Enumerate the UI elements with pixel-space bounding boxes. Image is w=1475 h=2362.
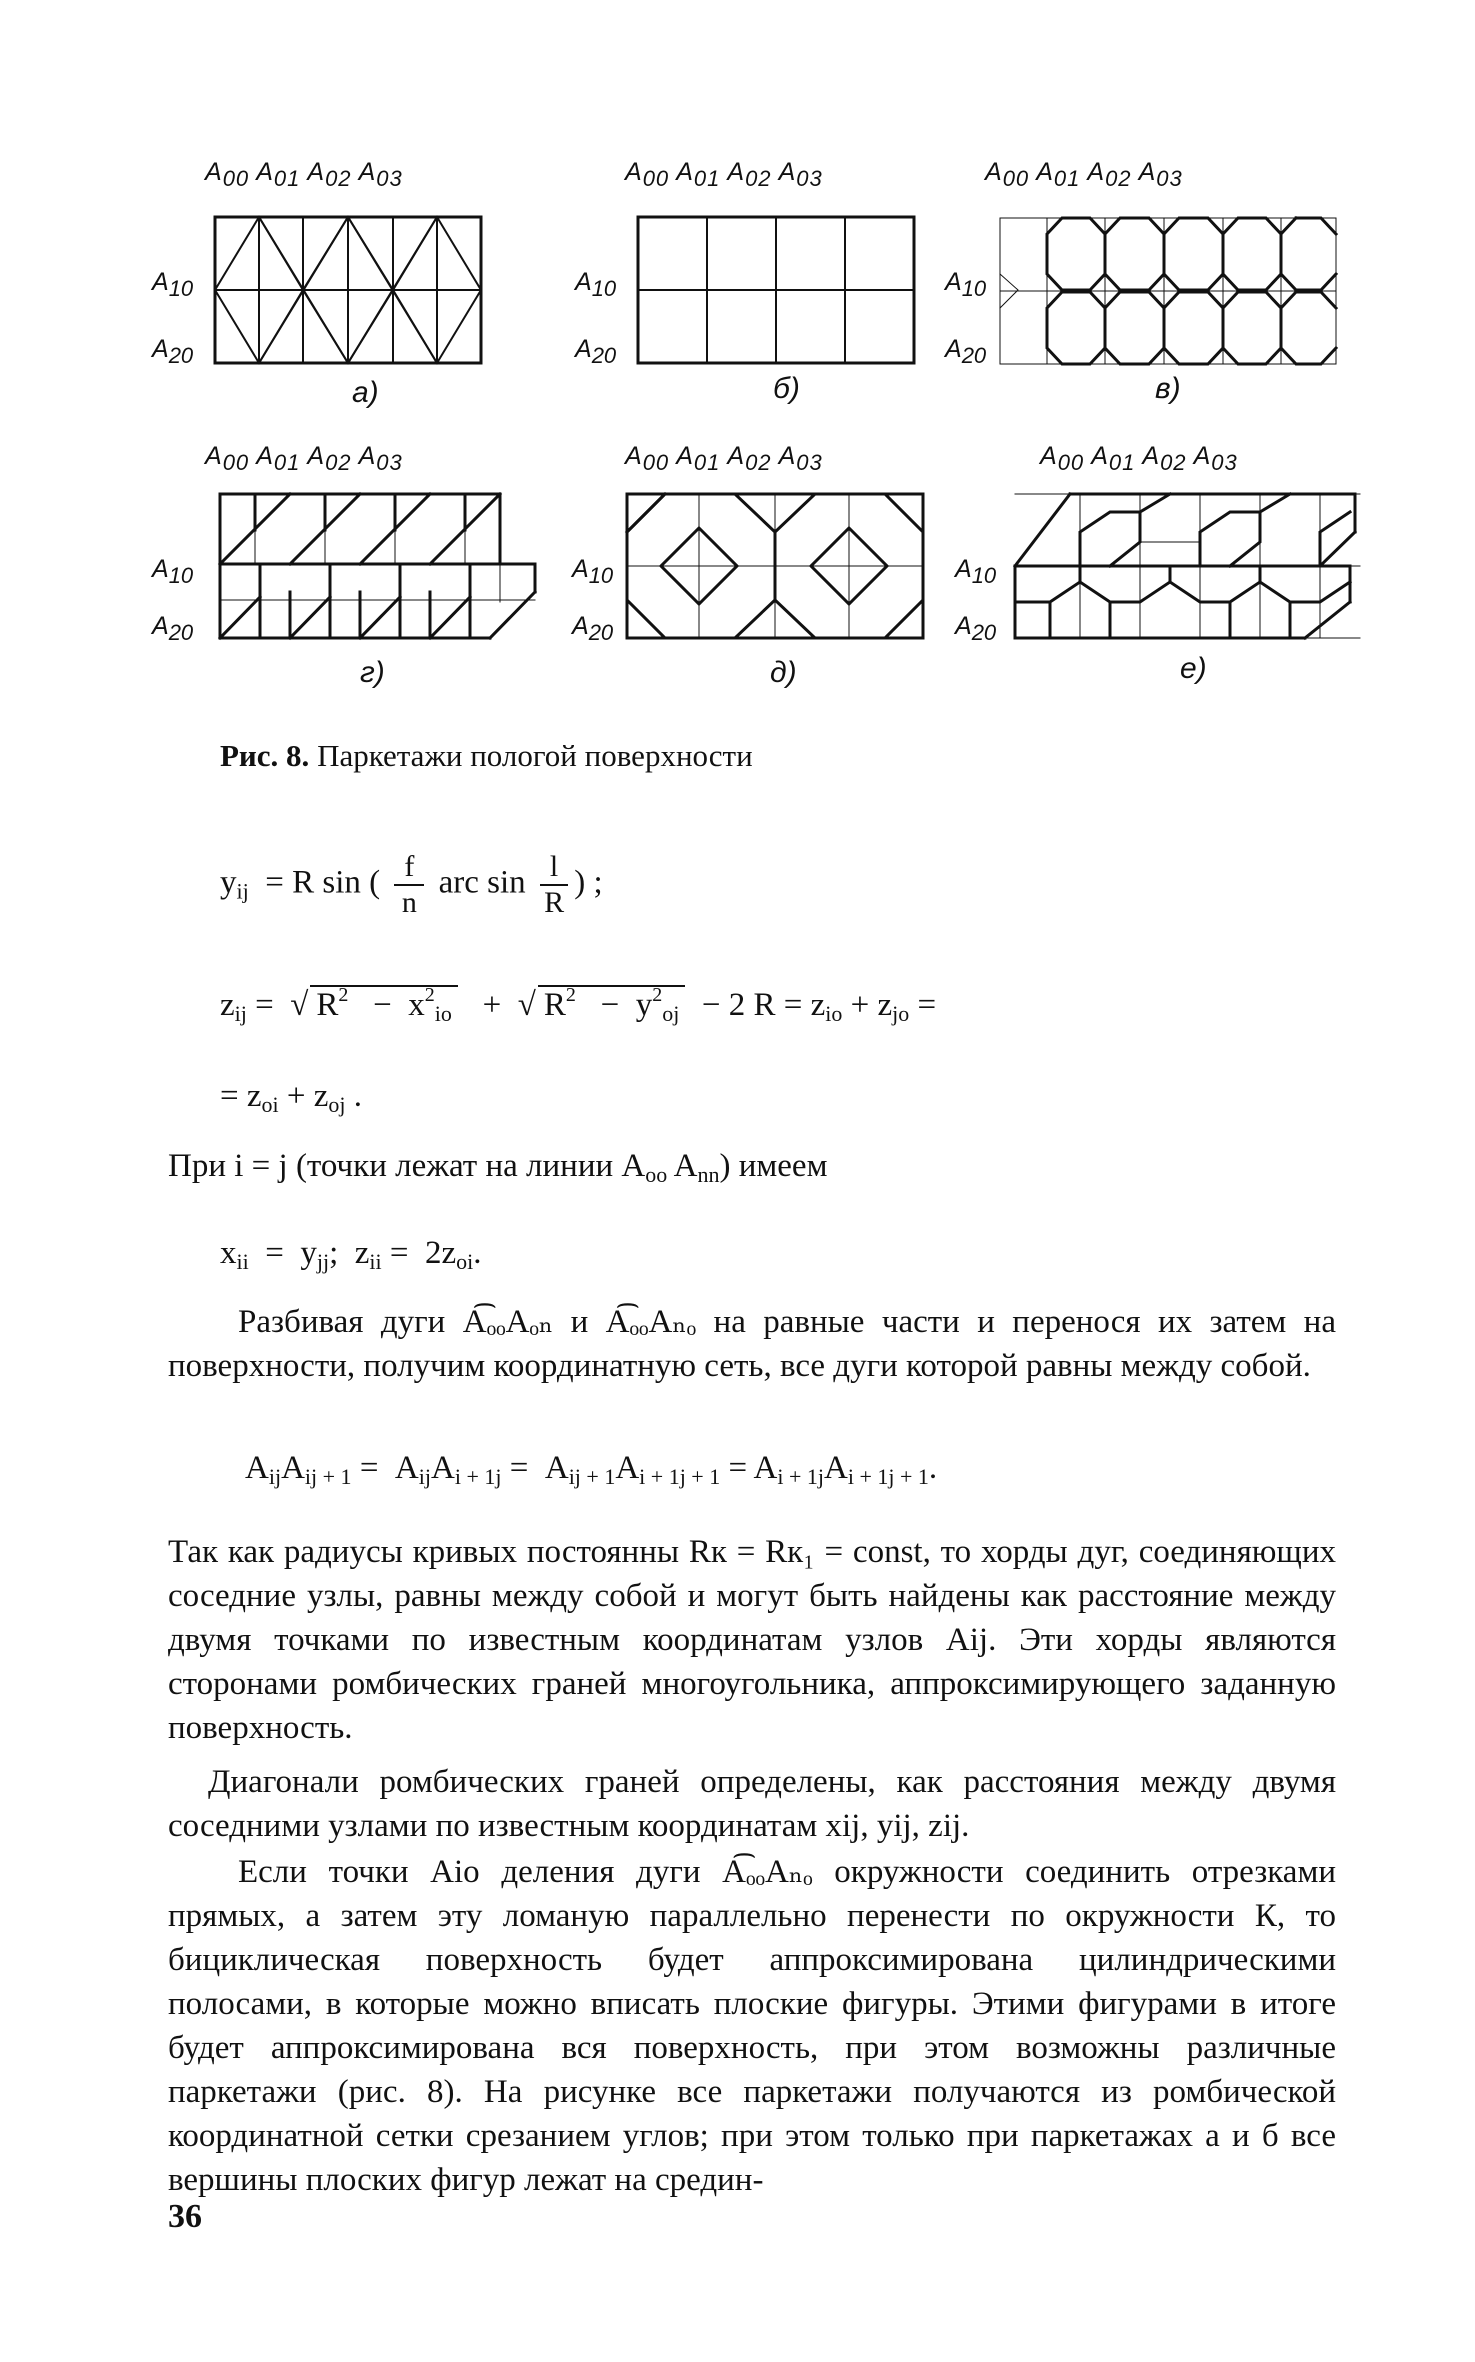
panel-a-drawing bbox=[213, 215, 483, 365]
panel-v-letter: в) bbox=[1155, 372, 1181, 405]
panel-e-row-label-1: $A_{10}$ bbox=[955, 555, 997, 588]
caption-text: Паркетажи пологой поверхности bbox=[317, 738, 753, 773]
panel-v-col-labels: $A_{00}$ $A_{01}$ $A_{02}$ $A_{03}$ bbox=[985, 158, 1183, 191]
figure-caption bbox=[220, 738, 753, 774]
panel-a-row-label-1: $A_{10}$ bbox=[152, 268, 194, 301]
panel-g-col-labels: $A_{00}$ $A_{01}$ $A_{02}$ $A_{03}$ bbox=[205, 442, 403, 475]
panel-b-drawing bbox=[636, 215, 916, 365]
panel-g-row-label-2: $A_{20}$ bbox=[152, 612, 194, 645]
panel-d-col-labels: $A_{00}$ $A_{01}$ $A_{02}$ $A_{03}$ bbox=[625, 442, 823, 475]
panel-v-row-label-2: $A_{20}$ bbox=[945, 335, 987, 368]
panel-e-row-label-2: $A_{20}$ bbox=[955, 612, 997, 645]
panel-g-row-label-1: $A_{10}$ bbox=[152, 555, 194, 588]
panel-e-drawing bbox=[1010, 492, 1370, 642]
paragraph-1: Разбивая дуги A͡ₒₒAₒₙ и A͡ₒₒAₙₒ на равные части и перенося их затем на поверхности, получим координатную сеть, все дуги которой равны между собой. bbox=[168, 1304, 1336, 1384]
equation-arcs: $A_{ij}A_{ij + 1} = A_{ij}A_{i + 1j} = A_{ij + 1}A_{i + 1j + 1} = A_{i + 1j}A_{i + 1j + 1}$. bbox=[245, 1450, 938, 1489]
panel-e-col-labels: $A_{00}$ $A_{01}$ $A_{02}$ $A_{03}$ bbox=[1040, 442, 1238, 475]
paragraph-2: Так как радиусы кривых постоянны Rк = Rк₁ = const, то хорды дуг, соединяющих соседние узлы, равны между собой и могут быть найдены как расстояние между двумя точками по известным координатам узлов Aij. Эти хорды являются сторонами ромбических граней многоугольника, аппроксимирующего заданную поверхность. bbox=[168, 1534, 1336, 1746]
panel-e-letter: е) bbox=[1180, 652, 1207, 685]
equation-z-cont: = $z_{oi} + z_{oj}$ . bbox=[220, 1078, 363, 1117]
panel-a-row-label-2: $A_{20}$ bbox=[152, 335, 194, 368]
panel-v-drawing bbox=[998, 210, 1338, 368]
panel-d-row-label-1: $A_{10}$ bbox=[572, 555, 614, 588]
panel-d-drawing bbox=[625, 492, 925, 642]
panel-b-letter: б) bbox=[773, 372, 800, 405]
panel-b-row-label-2: $A_{20}$ bbox=[575, 335, 617, 368]
panel-b-row-label-1: $A_{10}$ bbox=[575, 268, 617, 301]
paragraph-4: Если точки Aio деления дуги A͡ₒₒAₙₒ окружности соединить отрезками прямых, а затем эту ломаную параллельно перенести по окружности К, то бициклическая поверхность будет аппроксимирована цилиндрическими полосами, в которые можно вписать плоские фигуры. Этими фигурами в итоге будет аппроксимирована вся поверхность, при этом возможны различные паркетажи (рис. 8). На рисунке все паркетажи получаются из ромбической координатной сетки срезанием углов; при этом только при паркетажах а и б все вершины плоских фигур лежат на средин- bbox=[168, 1854, 1336, 2198]
panel-v-row-label-1: $A_{10}$ bbox=[945, 268, 987, 301]
panel-b-col-labels: $A_{00}$ $A_{01}$ $A_{02}$ $A_{03}$ bbox=[625, 158, 823, 191]
panel-g-letter: г) bbox=[360, 656, 385, 689]
panel-d-letter: д) bbox=[770, 656, 797, 689]
panel-d-row-label-2: $A_{20}$ bbox=[572, 612, 614, 645]
panel-a-letter: a) bbox=[352, 376, 379, 409]
equation-y: $y_{ij} = R$ sin ( $\frac{f}{n}$ arc sin $\frac{l}{R}$ ) ; bbox=[220, 850, 603, 919]
panel-a-col-labels: $A_{00}$ $A_{01}$ $A_{02}$ $A_{03}$ bbox=[205, 158, 403, 191]
equation-xii: $x_{ii} = y_{jj}$; $z_{ii} = 2z_{oi}$. bbox=[220, 1235, 482, 1274]
caption-label: Рис. 8. bbox=[220, 738, 310, 773]
paragraph-3: Диагонали ромбических граней определены, как расстояния между двумя соседними узлами по известным координатам xij, yij, zij. bbox=[168, 1764, 1336, 1844]
page-number: 36 bbox=[168, 2198, 202, 2235]
panel-g-drawing bbox=[210, 492, 540, 642]
intro-i-eq-j: При i = j (точки лежат на линии $A_{oo}$ $A_{nn}$) имеем bbox=[168, 1148, 828, 1187]
equation-z: $z_{ij}$ = √ $R^2 - x^2_{io}$ + √ $R^2 - y^2_{oj} - 2$ $R = z_{io} + z_{jo}$ = bbox=[220, 984, 937, 1026]
